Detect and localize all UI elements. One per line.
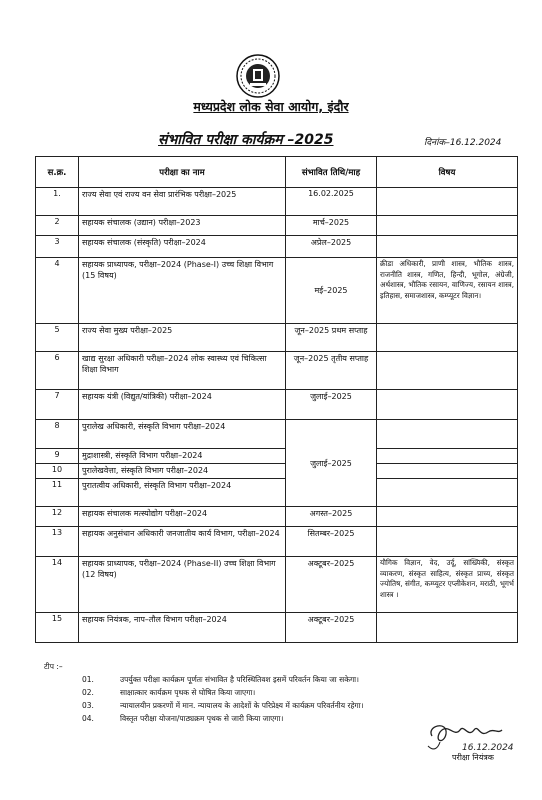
table-row	[36, 236, 518, 258]
issue-date: दिनांक–16.12.2024	[424, 138, 502, 148]
row-date-merged: जुलाई–2025	[286, 420, 377, 507]
header-subject: विषय	[377, 157, 518, 188]
row-exam-name: राज्य सेवा मुख्य परीक्षा–2025	[79, 324, 286, 352]
row-serial: 6	[36, 352, 79, 390]
table-header-row	[36, 157, 518, 188]
note-item	[44, 699, 364, 712]
row-exam-name: सहायक संचालक (संस्कृति) परीक्षा–2024	[79, 236, 286, 258]
row-subject	[377, 188, 518, 216]
note-number: 01.	[82, 675, 94, 684]
row-subject	[377, 390, 518, 420]
row-exam-name: पुरालेखवेत्ता, संस्कृति विभाग परीक्षा–2024	[79, 464, 286, 479]
notes-section	[44, 660, 364, 725]
exam-schedule-table	[35, 156, 518, 643]
row-date: अगस्त–2025	[286, 507, 377, 527]
notes-header: टीप :–	[44, 662, 63, 671]
signature-date: 16.12.2024	[462, 743, 514, 753]
row-subject	[377, 507, 518, 527]
row-serial: 7	[36, 390, 79, 420]
row-subject	[377, 464, 518, 479]
commission-seal-logo	[236, 54, 280, 98]
row-date: सितम्बर–2025	[286, 527, 377, 557]
note-item	[44, 686, 364, 699]
row-date: जुलाई–2025	[286, 390, 377, 420]
note-number: 02.	[82, 688, 94, 697]
row-exam-name: सहायक यंत्री (विद्युत/यांत्रिकी) परीक्षा–2024	[79, 390, 286, 420]
table-row	[36, 613, 518, 643]
header-exam-name: परीक्षा का नाम	[79, 157, 286, 188]
row-date: मार्च–2025	[286, 216, 377, 236]
note-text: विस्तृत परीक्षा योजना/पाठ्यक्रम पृथक से जारी किया जाएगा।	[120, 714, 284, 723]
row-date: 16.02.2025	[286, 188, 377, 216]
table-row	[36, 557, 518, 613]
table-row	[36, 390, 518, 420]
row-subject	[377, 324, 518, 352]
row-serial: 8	[36, 420, 79, 449]
row-exam-name: सहायक नियंत्रक, नाप–तौल विभाग परीक्षा–2024	[79, 613, 286, 643]
organization-name: मध्यप्रदेश लोक सेवा आयोग, इंदौर	[193, 99, 349, 114]
row-serial: 14	[36, 557, 79, 613]
row-serial: 15	[36, 613, 79, 643]
table-row	[36, 420, 518, 449]
row-subject	[377, 216, 518, 236]
note-number: 04.	[82, 714, 94, 723]
table-row	[36, 449, 518, 464]
row-exam-name: सहायक प्राध्यापक, परीक्षा–2024 (Phase-I) उच्च शिक्षा विभाग (15 विषय)	[79, 258, 286, 324]
table-row	[36, 324, 518, 352]
row-subject	[377, 420, 518, 449]
row-exam-name: पुरालेख अधिकारी, संस्कृति विभाग परीक्षा–2024	[79, 420, 286, 449]
table-row	[36, 527, 518, 557]
row-subject	[377, 449, 518, 464]
signatory-designation: परीक्षा नियंत्रक	[452, 753, 494, 762]
page-title: संभावित परीक्षा कार्यक्रम –2025	[158, 132, 334, 148]
note-item	[44, 712, 364, 725]
row-exam-name: सहायक संचालक मत्स्योद्योग परीक्षा–2024	[79, 507, 286, 527]
table-row	[36, 188, 518, 216]
table-row	[36, 507, 518, 527]
row-date: अक्टूबर–2025	[286, 557, 377, 613]
header-serial: स.क्र.	[36, 157, 79, 188]
note-number: 03.	[82, 701, 94, 710]
row-serial: 13	[36, 527, 79, 557]
row-exam-name: सहायक अनुसंधान अधिकारी जनजातीय कार्य विभाग, परीक्षा–2024	[79, 527, 286, 557]
row-exam-name: खाद्य सुरक्षा अधिकारी परीक्षा–2024 लोक स्वास्थ्य एवं चिकित्सा शिक्षा विभाग	[79, 352, 286, 390]
header-date: संभावित तिथि/माह	[286, 157, 377, 188]
row-date: अप्रेल–2025	[286, 236, 377, 258]
row-subject	[377, 527, 518, 557]
row-subject	[377, 352, 518, 390]
row-date: अक्टूबर–2025	[286, 613, 377, 643]
note-text: साक्षात्कार कार्यक्रम पृथक से घोषित किया जाएगा।	[120, 688, 256, 697]
note-text: न्यायालयीन प्रकरणों में मान. न्यायालय के आदेशों के परिप्रेक्ष्य में कार्यक्रम परिवर्तनीय रहेगा।	[120, 701, 364, 710]
row-date: मई–2025	[286, 258, 377, 324]
row-exam-name: पुरातत्वीय अधिकारी, संस्कृति विभाग परीक्षा–2024	[79, 479, 286, 507]
row-serial: 12	[36, 507, 79, 527]
table-row	[36, 258, 518, 324]
row-serial: 5	[36, 324, 79, 352]
row-serial: 9	[36, 449, 79, 464]
table-row	[36, 479, 518, 507]
row-exam-name: राज्य सेवा एवं राज्य वन सेवा प्रारंभिक परीक्षा–2025	[79, 188, 286, 216]
row-subject	[377, 479, 518, 507]
row-subject	[377, 613, 518, 643]
row-exam-name: मुद्राशास्त्री, संस्कृति विभाग परीक्षा–2024	[79, 449, 286, 464]
row-exam-name: सहायक प्राध्यापक, परीक्षा–2024 (Phase-II) उच्च शिक्षा विभाग (12 विषय)	[79, 557, 286, 613]
row-serial: 2	[36, 216, 79, 236]
row-serial: 10	[36, 464, 79, 479]
row-subject	[377, 236, 518, 258]
handwritten-signature	[418, 712, 518, 778]
note-item	[44, 673, 364, 686]
row-date: जून–2025 तृतीय सप्ताह	[286, 352, 377, 390]
table-row	[36, 464, 518, 479]
row-serial: 3	[36, 236, 79, 258]
row-serial: 4	[36, 258, 79, 324]
table-row	[36, 216, 518, 236]
row-date: जून–2025 प्रथम सप्ताह	[286, 324, 377, 352]
row-serial: 11	[36, 479, 79, 507]
row-subject: क्रीडा अधिकारी, प्राणी शास्त्र, भौतिक शास्त्र, राजनीति शास्त्र, गणित, हिन्दी, भूगोल, अंग्रेजी, अर्थशास्त्र, भौतिक रसायन, वाणिज्य, रसायन शास्त्र, इतिहास, समाजशास्त्र, कम्प्यूटर विज्ञान।	[377, 258, 518, 324]
row-exam-name: सहायक संचालक (उद्यान) परीक्षा–2023	[79, 216, 286, 236]
table-row	[36, 352, 518, 390]
row-serial: 1.	[36, 188, 79, 216]
note-text: उपर्युक्त परीक्षा कार्यक्रम पूर्णतः संभावित है परिस्थितिवश इसमें परिवर्तन किया जा सकेगा।	[120, 675, 359, 684]
row-subject: यौगिक विज्ञान, वेद, उर्दू, सांख्यिकी, संस्कृत व्याकरण, संस्कृत साहित्य, संस्कृत प्राच्य, संस्कृत ज्योतिष, संगीत, कम्प्यूटर एप्लीकेशन, मराठी, भूगर्भ शास्त्र ।	[377, 557, 518, 613]
